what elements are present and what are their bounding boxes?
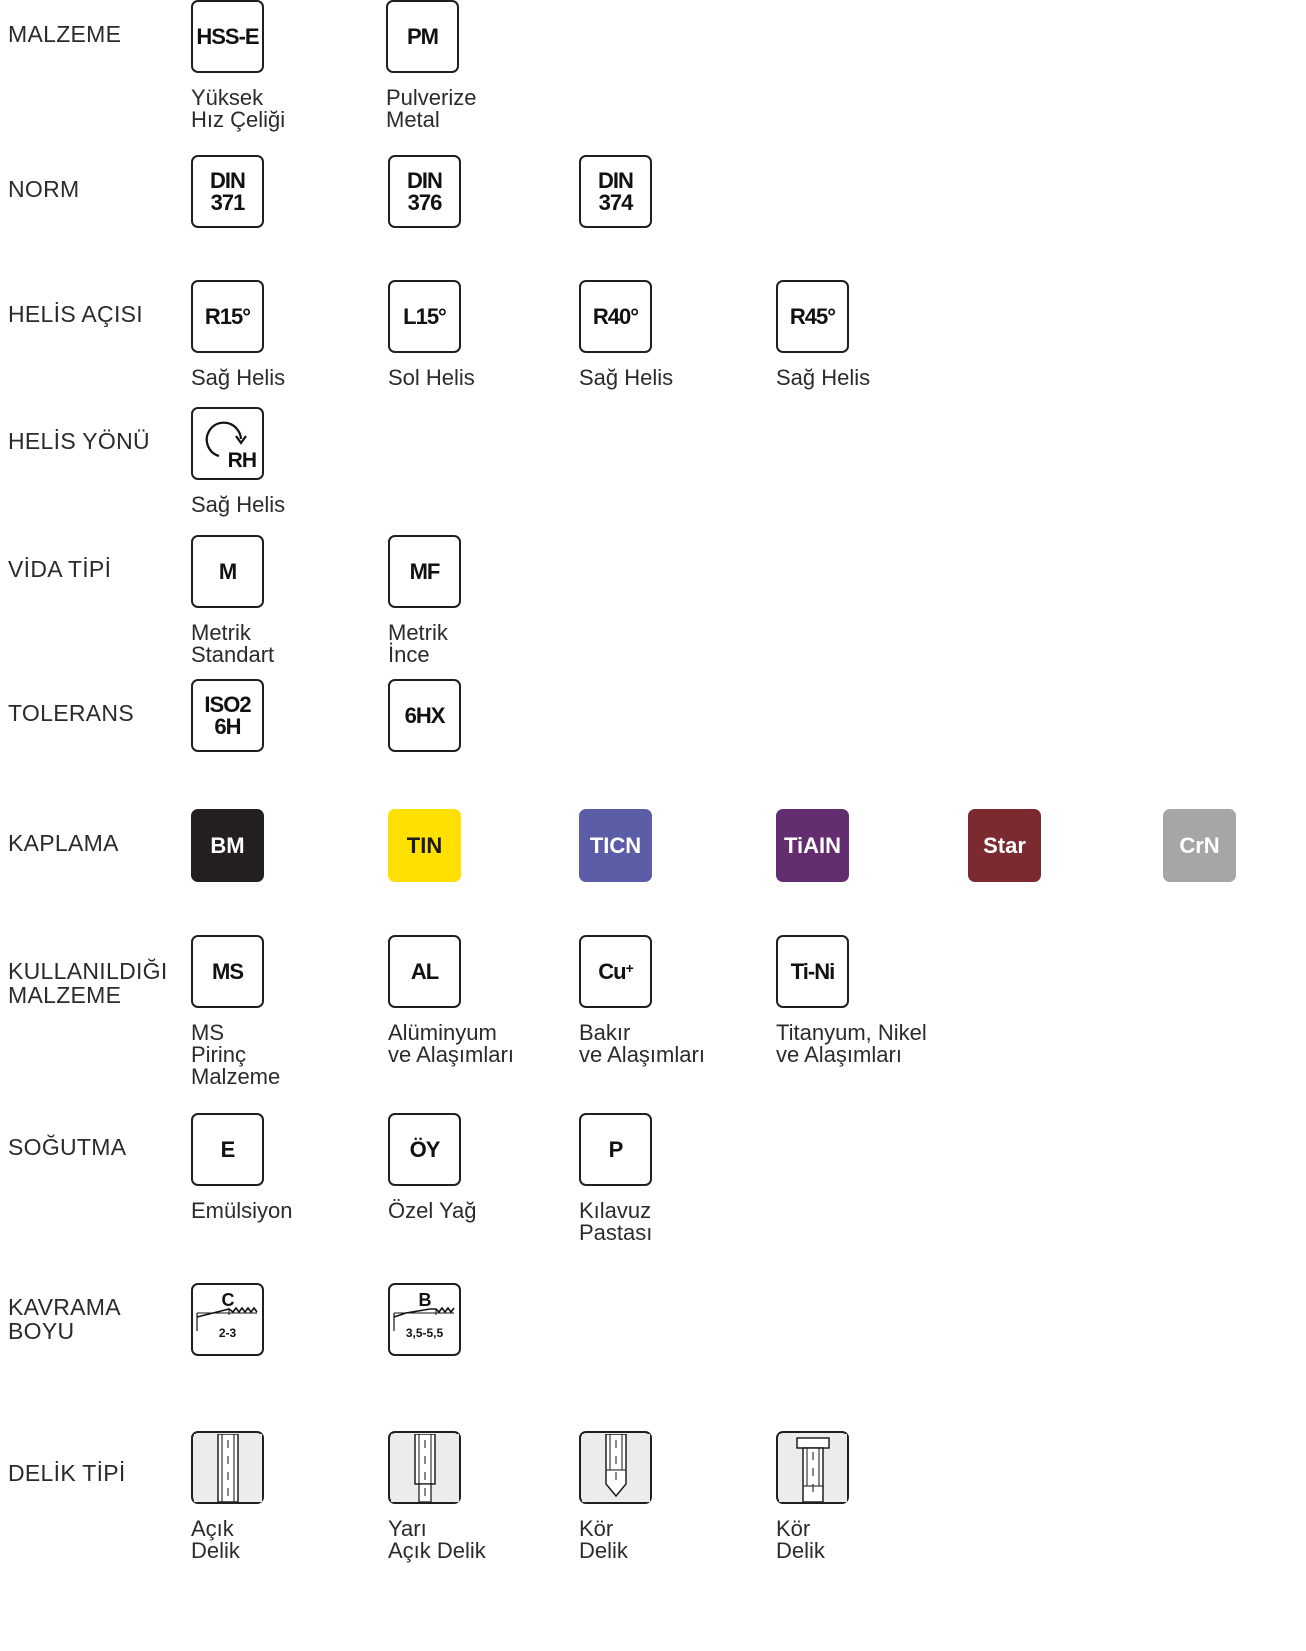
semi-through-hole-drawing-icon — [391, 1434, 459, 1502]
caption: Metrik İnce — [388, 620, 448, 667]
row-label-line: KULLANILDIĞI — [8, 958, 168, 984]
caption: Sağ Helis — [191, 365, 286, 390]
option-ti-ni[interactable] — [776, 935, 927, 1066]
e-icon: E — [191, 1113, 264, 1186]
row-label: KAPLAMA — [8, 830, 119, 856]
option-r40[interactable] — [579, 280, 673, 389]
kavrama-letter: C — [221, 1290, 234, 1310]
caption: Kılavuz Pastası — [579, 1198, 653, 1245]
coating-tin[interactable] — [388, 809, 461, 882]
caption: Kör Delik — [579, 1516, 628, 1563]
bm-coating-icon: BM — [191, 809, 264, 882]
coating-crn[interactable] — [1163, 809, 1236, 882]
coating-ticn[interactable] — [579, 809, 652, 882]
caption: Emülsiyon — [191, 1198, 293, 1223]
l15-icon: L15° — [388, 280, 461, 353]
caption: Yarı Açık Delik — [388, 1516, 486, 1563]
r40-icon: R40° — [579, 280, 652, 353]
r45-icon: R45° — [776, 280, 849, 353]
icon-line: DIN — [407, 167, 442, 193]
caption: Sağ Helis — [579, 365, 674, 390]
caption: MS Pirinç Malzeme — [191, 1020, 281, 1089]
kavrama-range: 2-3 — [218, 1326, 237, 1340]
option-kavrama-c[interactable] — [191, 1283, 264, 1356]
option-iso2-6h[interactable] — [191, 679, 264, 752]
ti-ni-icon: Ti-Ni — [776, 935, 849, 1008]
option-oy[interactable] — [388, 1113, 476, 1222]
through-hole-icon — [191, 1431, 264, 1504]
row-label: TOLERANS — [8, 700, 134, 726]
cu-plus: + — [625, 959, 633, 976]
row-label: DELİK TİPİ — [8, 1460, 126, 1486]
kavrama-range: 3,5-5,5 — [405, 1326, 444, 1340]
m-icon: M — [191, 535, 264, 608]
pm-icon: PM — [386, 0, 459, 73]
row-label: VİDA TİPİ — [8, 556, 112, 582]
row-label — [8, 1295, 121, 1343]
icon-line: DIN — [598, 167, 633, 193]
coating-star[interactable] — [968, 809, 1041, 882]
option-al[interactable] — [388, 935, 514, 1066]
rh-label: RH — [227, 449, 256, 472]
caption: Sol Helis — [388, 365, 475, 390]
option-cu[interactable] — [579, 935, 705, 1066]
option-r15[interactable] — [191, 280, 285, 389]
row-label-line: BOYU — [8, 1318, 75, 1344]
option-ms[interactable] — [191, 935, 280, 1088]
cu-icon — [579, 935, 652, 1008]
icon-line: 371 — [210, 189, 245, 215]
row-label-line: KAVRAMA — [8, 1294, 121, 1320]
through-hole-drawing-icon — [194, 1434, 262, 1502]
iso2-6h-icon — [191, 679, 264, 752]
icon-line: 6H — [214, 713, 241, 739]
row-label: SOĞUTMA — [8, 1134, 127, 1160]
option-kor-delik[interactable] — [579, 1431, 652, 1562]
crn-coating-icon: CrN — [1163, 809, 1236, 882]
option-yari-acik-delik[interactable] — [388, 1431, 486, 1562]
mf-icon: MF — [388, 535, 461, 608]
row-label: NORM — [8, 176, 80, 202]
thread-chamfer-icon — [388, 1283, 461, 1356]
kavrama-letter: B — [418, 1290, 431, 1310]
blind-hole-icon — [579, 1431, 652, 1504]
caption: Özel Yağ — [388, 1198, 477, 1223]
p-icon: P — [579, 1113, 652, 1186]
caption: Yüksek Hız Çeliği — [191, 85, 286, 132]
r15-icon: R15° — [191, 280, 264, 353]
al-icon: AL — [388, 935, 461, 1008]
row-label: HELİS AÇISI — [8, 301, 143, 327]
cu-label: Cu — [598, 958, 626, 984]
option-p[interactable] — [579, 1113, 652, 1244]
caption: Pulverize Metal — [386, 85, 477, 132]
option-din-376[interactable] — [388, 155, 461, 228]
icon-line: 376 — [407, 189, 442, 215]
option-kavrama-b[interactable] — [388, 1283, 461, 1356]
6hx-icon: 6HX — [388, 679, 461, 752]
caption: Açık Delik — [191, 1516, 240, 1563]
option-mf[interactable] — [388, 535, 461, 666]
coating-tiain[interactable] — [776, 809, 849, 882]
option-din-371[interactable] — [191, 155, 264, 228]
caption: Metrik Standart — [191, 620, 275, 667]
clockwise-rotation-icon — [191, 407, 264, 480]
row-label: MALZEME — [8, 21, 122, 47]
semi-through-hole-icon — [388, 1431, 461, 1504]
option-e[interactable] — [191, 1113, 292, 1222]
option-hss-e[interactable] — [191, 0, 285, 131]
tin-coating-icon: TIN — [388, 809, 461, 882]
option-din-374[interactable] — [579, 155, 652, 228]
row-label — [8, 959, 168, 1007]
caption: Titanyum, Nikel ve Alaşımları — [776, 1020, 927, 1067]
blind-hole-counterbore-drawing-icon — [779, 1434, 847, 1502]
option-rh[interactable] — [191, 407, 285, 516]
din-374-icon — [579, 155, 652, 228]
caption: Alüminyum ve Alaşımları — [388, 1020, 514, 1067]
option-r45[interactable] — [776, 280, 870, 389]
ms-icon: MS — [191, 935, 264, 1008]
din-376-icon — [388, 155, 461, 228]
blind-hole-drawing-icon — [582, 1434, 650, 1502]
hss-e-icon: HSS-E — [191, 0, 264, 73]
icon-line: 374 — [598, 189, 633, 215]
din-371-icon — [191, 155, 264, 228]
option-kor-delik-2[interactable] — [776, 1431, 849, 1562]
caption: Kör Delik — [776, 1516, 825, 1563]
row-label: HELİS YÖNÜ — [8, 428, 150, 454]
caption: Bakır ve Alaşımları — [579, 1020, 705, 1067]
caption: Sağ Helis — [776, 365, 871, 390]
row-label-line: MALZEME — [8, 982, 122, 1008]
coating-bm[interactable] — [191, 809, 264, 882]
oy-icon: ÖY — [388, 1113, 461, 1186]
icon-line: DIN — [210, 167, 245, 193]
thread-chamfer-icon — [191, 1283, 264, 1356]
star-coating-icon: Star — [968, 809, 1041, 882]
option-acik-delik[interactable] — [191, 1431, 264, 1562]
icon-line: ISO2 — [204, 691, 251, 717]
option-pm[interactable] — [386, 0, 476, 131]
option-l15[interactable] — [388, 280, 475, 389]
option-6hx[interactable] — [388, 679, 461, 752]
blind-hole-counterbore-icon — [776, 1431, 849, 1504]
caption: Sağ Helis — [191, 492, 286, 517]
ticn-coating-icon: TICN — [579, 809, 652, 882]
tiain-coating-icon: TiAIN — [776, 809, 849, 882]
option-m[interactable] — [191, 535, 274, 666]
